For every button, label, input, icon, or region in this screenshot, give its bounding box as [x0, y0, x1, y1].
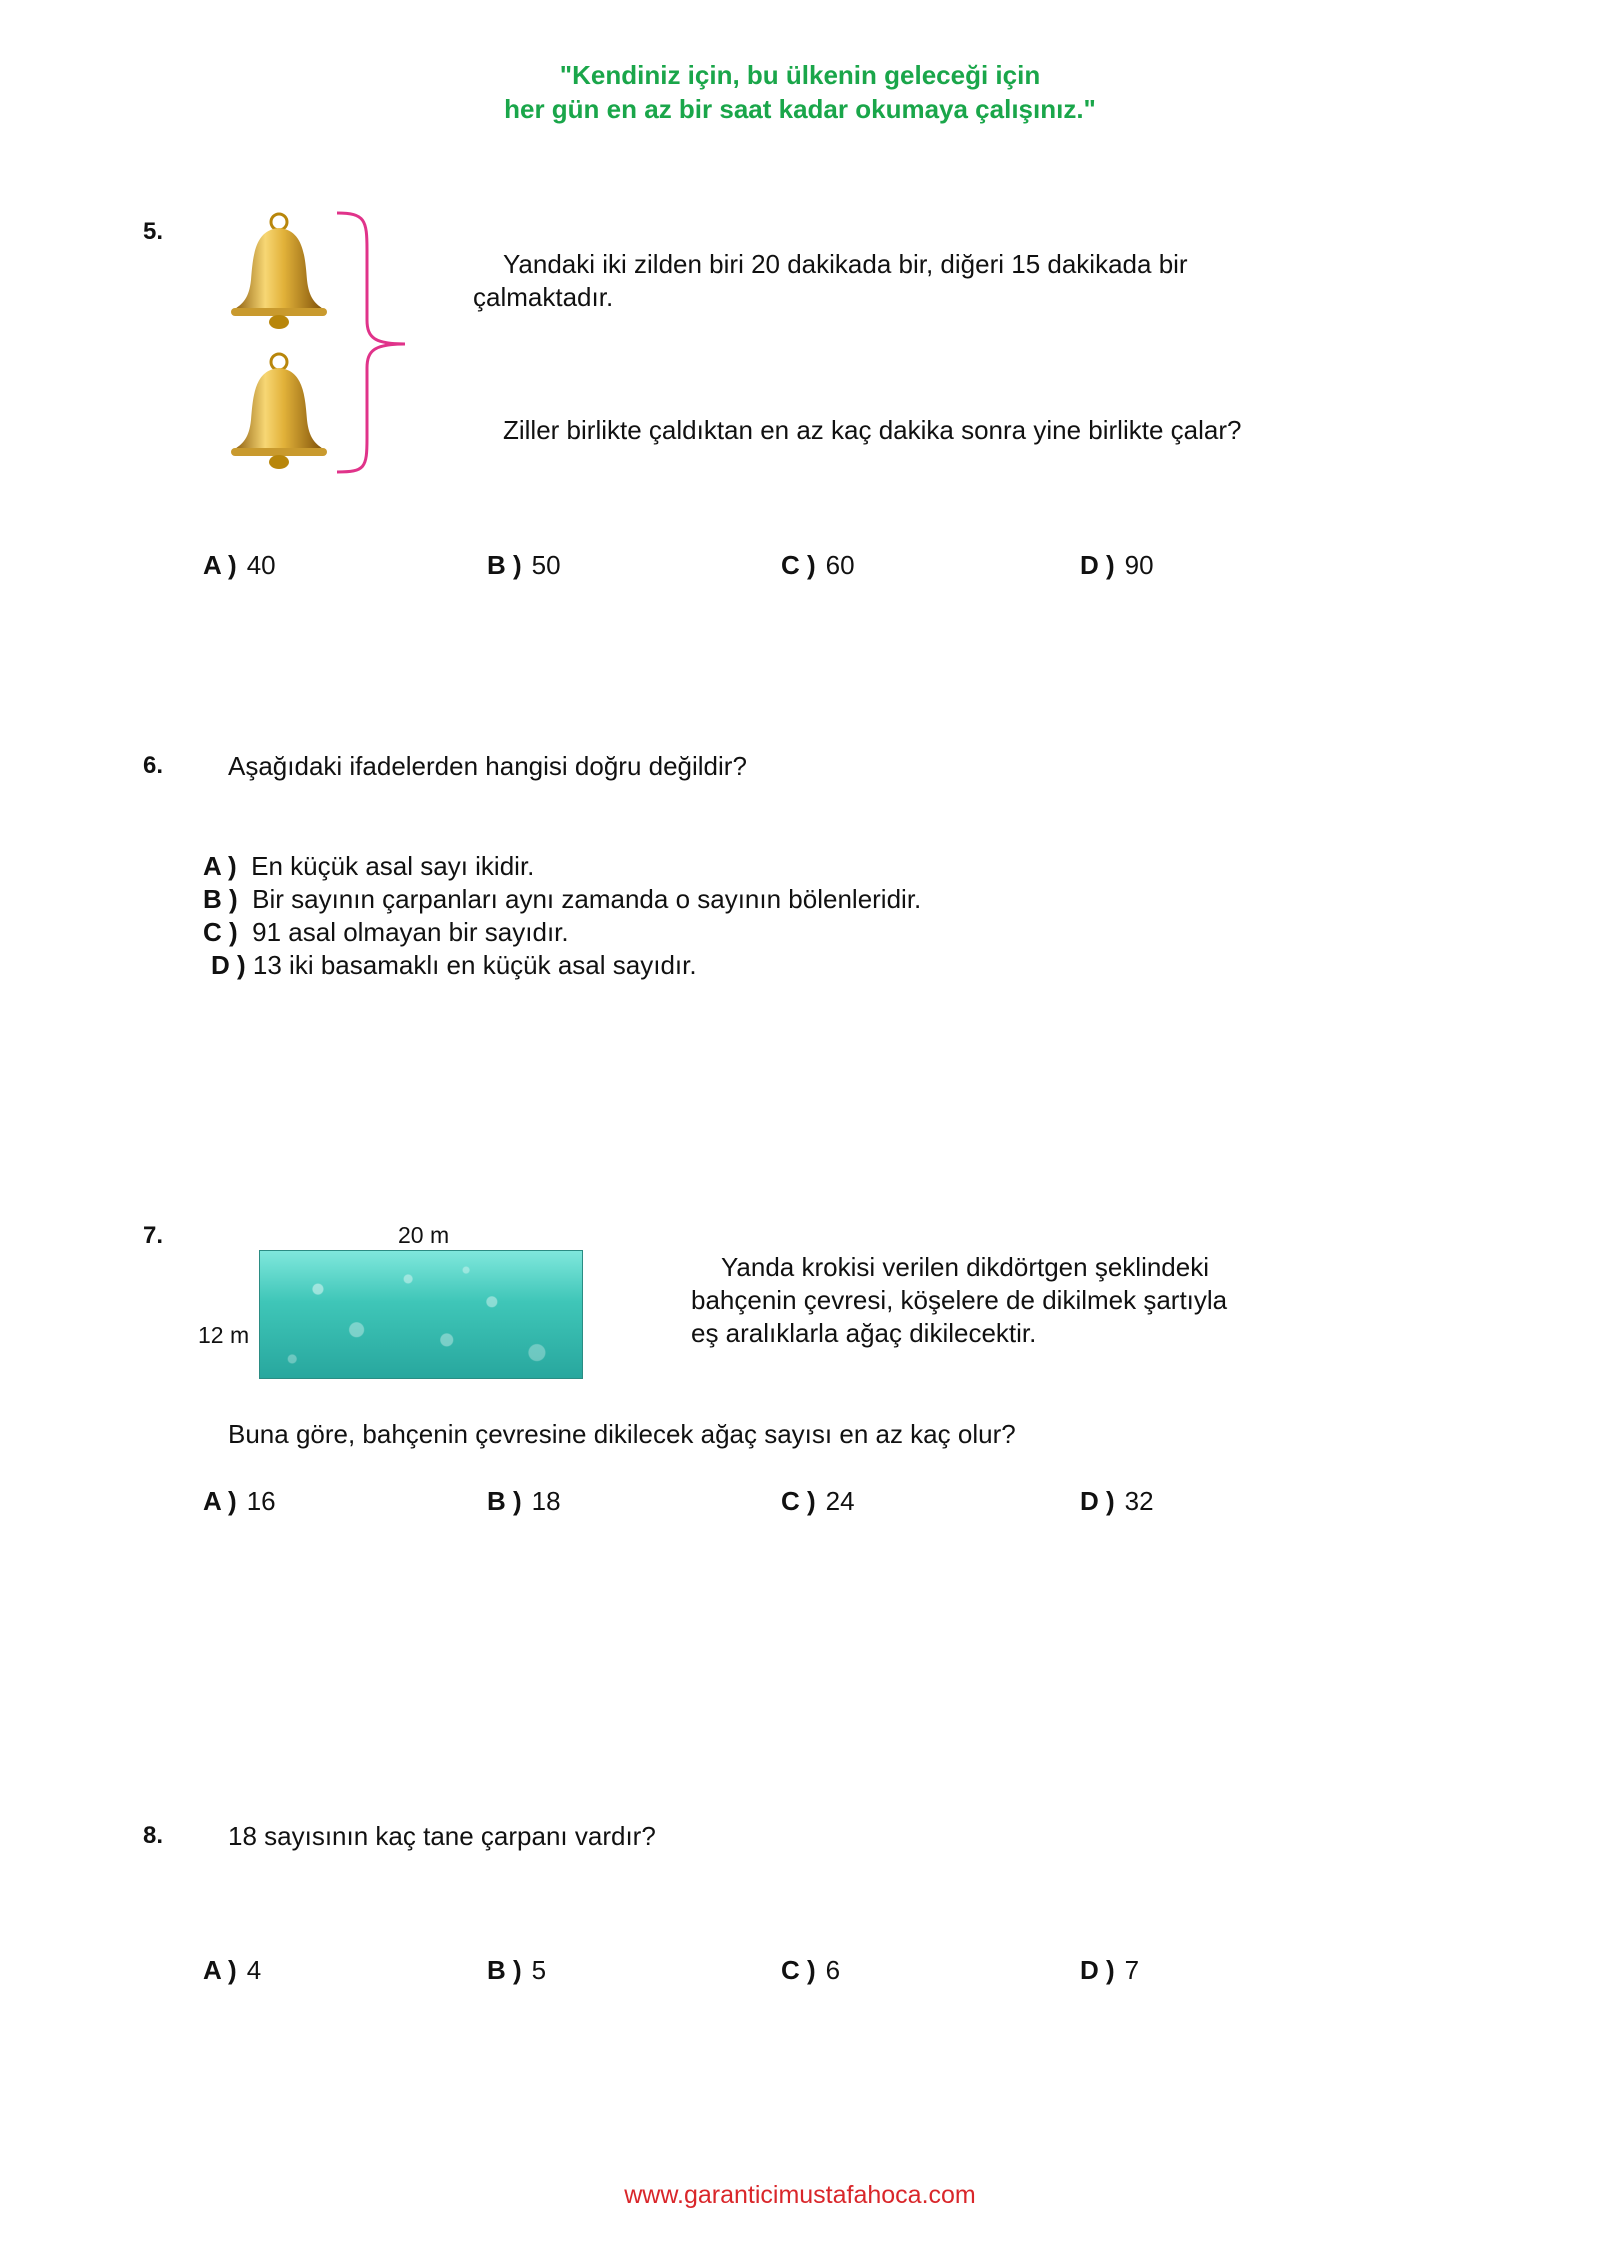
q7-option-a[interactable]: A ) 16 — [203, 1486, 276, 1516]
q6-option-a[interactable]: A ) En küçük asal sayı ikidir. — [203, 851, 535, 881]
bells-illustration — [225, 210, 415, 475]
q8-option-a[interactable]: A ) 4 — [203, 1955, 262, 1985]
question-7-number: 7. — [143, 1222, 164, 1249]
bell-icon — [231, 214, 327, 329]
question-7-prompt: Buna göre, bahçenin çevresine dikilecek ağaç sayısı en az kaç olur? — [228, 1419, 1016, 1449]
question-7-text-line-3: eş aralıklarla ağaç dikilecektir. — [691, 1318, 1037, 1348]
q7-option-b[interactable]: B ) 18 — [487, 1486, 561, 1516]
q7-option-c[interactable]: C ) 24 — [781, 1486, 855, 1516]
q8-option-d[interactable]: D ) 7 — [1080, 1955, 1140, 1985]
q6-option-list — [203, 850, 921, 982]
q8-option-b[interactable]: B ) 5 — [487, 1955, 547, 1985]
q7-option-d[interactable]: D ) 32 — [1080, 1486, 1154, 1516]
q5-option-b[interactable]: B ) 50 — [487, 550, 561, 580]
q6-option-b[interactable]: B ) Bir sayının çarpanları aynı zamanda o sayının bölenleridir. — [203, 884, 922, 914]
q6-option-c[interactable]: C ) 91 asal olmayan bir sayıdır. — [203, 917, 569, 947]
q6-option-d[interactable]: D ) 13 iki basamaklı en küçük asal sayıdır. — [211, 950, 697, 980]
curly-brace-icon — [337, 213, 405, 472]
question-5-text-line-1: Yandaki iki zilden biri 20 dakikada bir, diğeri 15 dakikada bir — [503, 249, 1188, 279]
q5-option-d[interactable]: D ) 90 — [1080, 550, 1154, 580]
bell-icon — [231, 354, 327, 469]
motto-header — [0, 58, 1600, 126]
question-7-text — [691, 1251, 1227, 1350]
garden-height-label: 12 m — [198, 1322, 250, 1348]
q5-option-c[interactable]: C ) 60 — [781, 550, 855, 580]
question-8-number: 8. — [143, 1822, 164, 1849]
question-5-text-line-2: çalmaktadır. — [473, 282, 614, 312]
question-7-text-line-1: Yanda krokisi verilen dikdörtgen şeklindeki — [721, 1252, 1209, 1282]
question-6-number: 6. — [143, 752, 164, 779]
q5-option-a[interactable]: A ) 40 — [203, 550, 276, 580]
q8-option-c[interactable]: C ) 6 — [781, 1955, 841, 1985]
question-8-prompt: 18 sayısının kaç tane çarpanı vardır? — [228, 1821, 656, 1851]
question-7-text-line-2: bahçenin çevresi, köşelere de dikilmek şartıyla — [691, 1285, 1228, 1315]
garden-width-label: 20 m — [398, 1222, 450, 1248]
motto-line-2: her gün en az bir saat kadar okumaya çalışınız." — [504, 94, 1096, 124]
question-5-text — [473, 248, 1188, 314]
motto-line-1: "Kendiniz için, bu ülkenin geleceği için — [559, 60, 1041, 90]
question-6-prompt: Aşağıdaki ifadelerden hangisi doğru değildir? — [228, 751, 747, 781]
footer-website-link[interactable]: www.garanticimustafahoca.com — [624, 2181, 976, 2209]
question-5-number: 5. — [143, 218, 164, 245]
question-5-prompt: Ziller birlikte çaldıktan en az kaç dakika sonra yine birlikte çalar? — [503, 415, 1242, 445]
garden-rectangle — [259, 1250, 583, 1379]
